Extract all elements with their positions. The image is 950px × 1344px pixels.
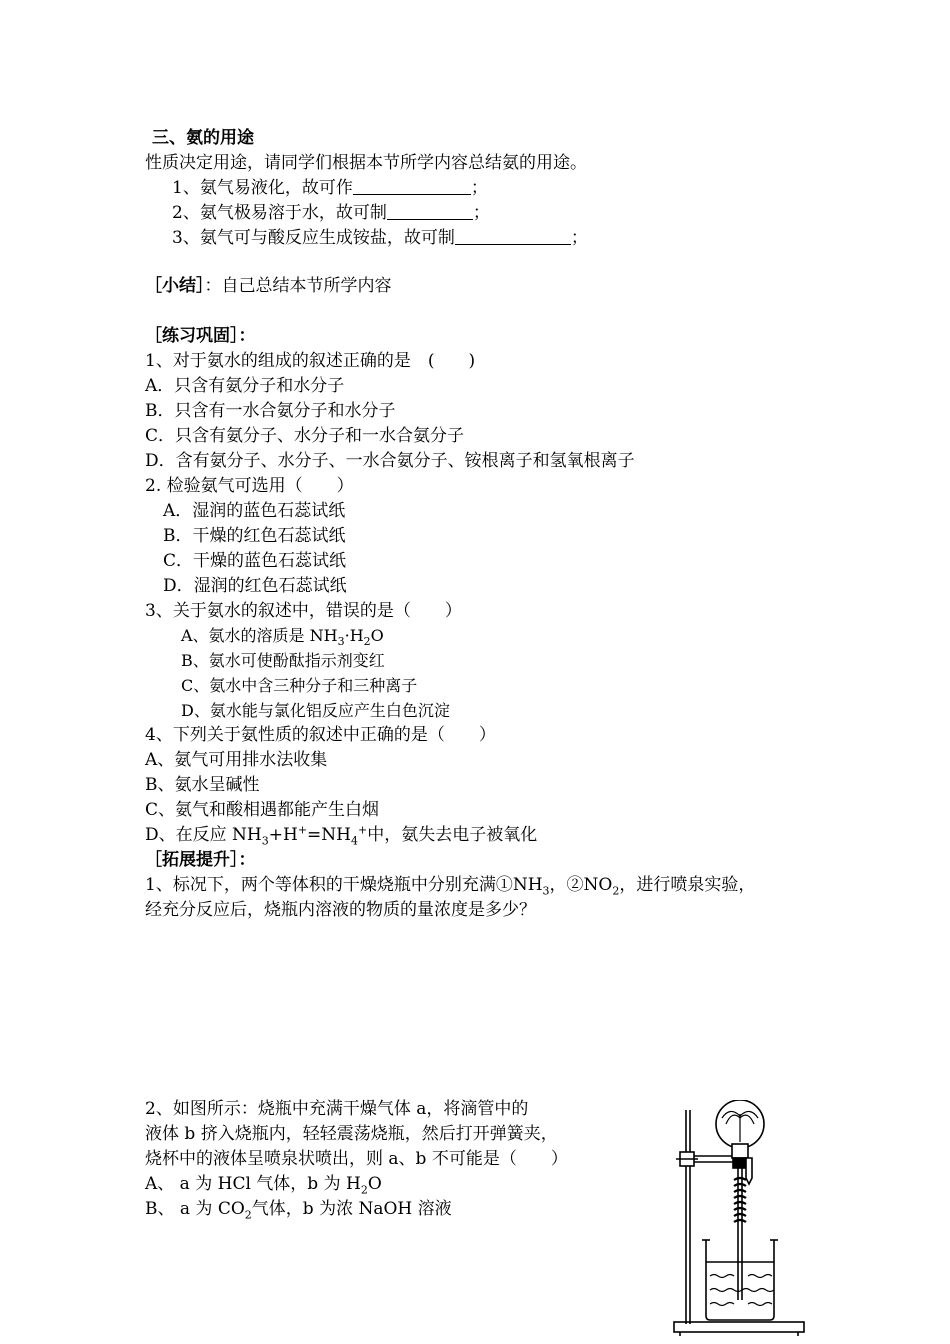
dropper: [746, 1158, 752, 1184]
question-3-option-b: B、氨水可使酚酞指示剂变红: [181, 651, 385, 670]
use-item-2: 2、氨气极易溶于水，故可制 ；: [172, 203, 490, 223]
question-2-option-c: C．干燥的蓝色石蕊试纸: [163, 551, 347, 571]
question-4-option-c: C、氨气和酸相遇都能产生白烟: [145, 800, 380, 820]
question-1-option-a: A．只含有氨分子和水分子: [145, 376, 345, 396]
answer-blank[interactable]: [455, 226, 571, 245]
answer-blank[interactable]: [387, 201, 473, 220]
question-4-option-a: A、氨气可用排水法收集: [145, 750, 328, 770]
use-item-1: 1、氨气易液化，故可作 ；: [172, 178, 488, 198]
question-1-stem: 1、对于氨水的组成的叙述正确的是 ( ): [145, 351, 476, 371]
extension-question-2-line-2: 液体 b 挤入烧瓶内，轻轻震荡烧瓶，然后打开弹簧夹，: [145, 1124, 558, 1144]
question-3-stem: 3、关于氨水的叙述中，错误的是（ ）: [145, 601, 462, 621]
question-4-option-d: D、在反应 $NH_3+H^+=NH_4^+$中，氨失去电子被氧化: [145, 823, 538, 848]
extension-question-1-line-1: 1、标况下，两个等体积的干燥烧瓶中分别充满$①NH_3$，$②NO_2$，进行喷泉实验，: [145, 875, 756, 898]
question-3-option-a: A、氨水的溶质是 $NH_3\cdot H_2O$: [181, 626, 384, 649]
question-4-stem: 4、下列关于氨性质的叙述中正确的是（ ）: [145, 725, 496, 745]
question-2-option-a: A．湿润的蓝色石蕊试纸: [163, 501, 346, 521]
practice-title: ［练习巩固］：: [145, 326, 256, 346]
extension-question-1-line-2: 经充分反应后，烧瓶内溶液的物质的量浓度是多少？: [145, 900, 536, 920]
section-intro: 性质决定用途，请同学们根据本节所学内容总结氨的用途。: [145, 153, 587, 173]
fountain-apparatus-figure: [660, 1100, 820, 1336]
extension-title: ［拓展提升］：: [145, 850, 256, 870]
beaker: [706, 1240, 774, 1320]
summary: ［小结］：自己总结本节所学内容: [145, 276, 392, 296]
question-1-option-b: B．只含有一水合氨分子和水分子: [145, 401, 396, 421]
fountain-jet: [722, 1111, 758, 1142]
question-2-option-d: D．湿润的红色石蕊试纸: [163, 576, 347, 596]
answer-blank[interactable]: [353, 176, 471, 195]
spring-clip: [734, 1178, 746, 1222]
question-3-option-c: C、氨水中含三种分子和三种离子: [181, 676, 418, 695]
question-1-option-c: C．只含有氨分子、水分子和一水合氨分子: [145, 426, 465, 446]
stand-base: [674, 1322, 804, 1332]
question-3-option-d: D、氨水能与氯化铝反应产生白色沉淀: [181, 701, 450, 720]
question-4-option-b: B、氨水呈碱性: [145, 775, 260, 795]
extension-question-2-option-b: B、 a 为 $CO_2$气体，b 为浓 NaOH 溶液: [145, 1199, 452, 1222]
extension-question-2-line-1: 2、如图所示：烧瓶中充满干燥气体 a，将滴管中的: [145, 1099, 529, 1119]
question-1-option-d: D．含有氨分子、水分子、一水合氨分子、铵根离子和氢氧根离子: [145, 451, 635, 471]
question-2-stem: 2. 检验氨气可选用（ ）: [145, 476, 354, 496]
question-2-option-b: B．干燥的红色石蕊试纸: [163, 526, 346, 546]
section-title: 三、氨的用途: [152, 128, 254, 148]
extension-question-2-line-3: 烧杯中的液体呈喷泉状喷出，则 a、b 不可能是（ ）: [145, 1149, 568, 1169]
extension-question-2-option-a: A、 a 为 HCl 气体，b 为 $H_2O$: [145, 1174, 382, 1197]
use-item-3: 3、氨气可与酸反应生成铵盐，故可制 ；: [172, 228, 588, 248]
